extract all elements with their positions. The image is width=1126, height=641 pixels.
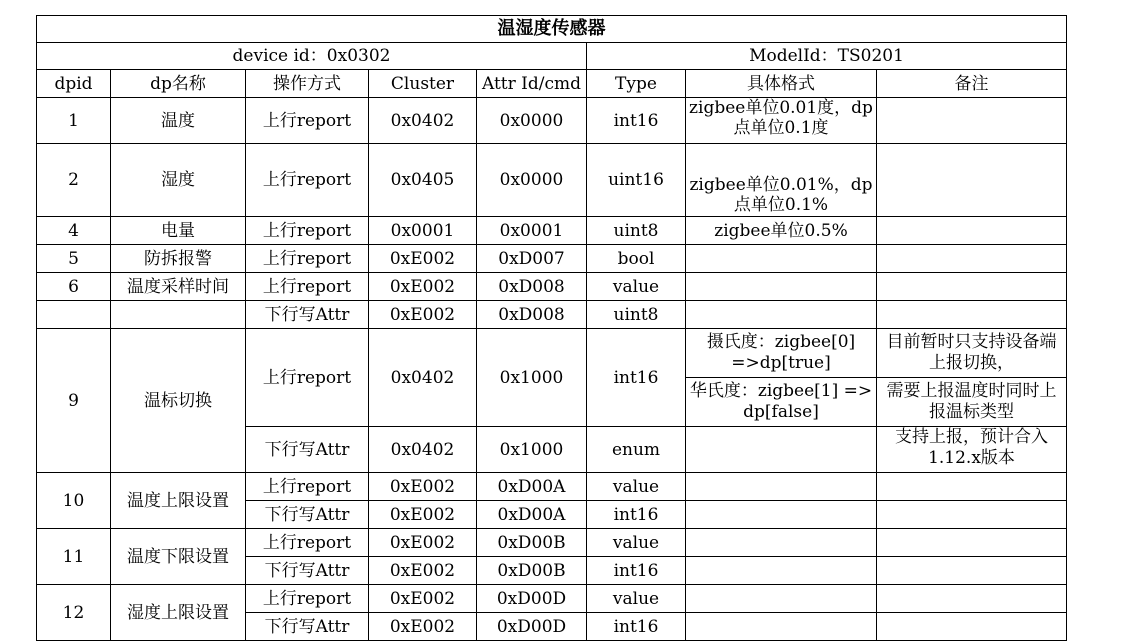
format-text: zigbee单位0.01%，dp点单位0.1% [689,175,873,215]
dp-name-cell: 湿度上限设置 [111,585,246,641]
table-row [37,98,1067,144]
operation-cell: 上行report [246,473,369,501]
fahrenheit-format: 华氏度：zigbee[1] => dp[false] [686,377,876,426]
attr-cell: 0x0001 [477,217,587,245]
header-attr-id: Attr Id/cmd [477,70,587,98]
operation-cell: 上行report [246,245,369,273]
cluster-cell: 0xE002 [369,585,477,613]
table-row [37,329,1067,427]
table-row [37,245,1067,273]
type-cell: int16 [587,557,686,585]
cluster-cell: 0x0001 [369,217,477,245]
attr-cell: 0xD00D [477,585,587,613]
note-cell [877,613,1067,641]
cluster-cell: 0xE002 [369,473,477,501]
cluster-cell: 0x0402 [369,98,477,144]
type-cell: value [587,585,686,613]
dp-name-cell: 防拆报警 [111,245,246,273]
cluster-cell: 0xE002 [369,273,477,301]
format-cell [686,273,877,301]
dp-name-cell: 湿度 [111,144,246,217]
attr-cell: 0x1000 [477,427,587,473]
note-cell [877,427,1067,473]
operation-cell: 下行写Attr [246,557,369,585]
operation-cell: 下行写Attr [246,301,369,329]
format-cell [686,585,877,613]
cluster-cell: 0xE002 [369,501,477,529]
attr-cell: 0xD008 [477,301,587,329]
note-cell [877,217,1067,245]
model-id: ModelId：TS0201 [587,43,1067,70]
cluster-cell: 0xE002 [369,557,477,585]
title-row [37,16,1067,43]
format-text: zigbee单位0.01度，dp点单位0.1度 [689,98,873,138]
dpid-cell: 6 [37,273,111,301]
operation-cell: 上行report [246,98,369,144]
note-cell [877,273,1067,301]
dpid-cell: 10 [37,473,111,529]
attr-cell: 0x1000 [477,329,587,427]
note-version: 支持上报，预计合入1.12.x版本 [895,427,1048,468]
dp-name-cell: 温度下限设置 [111,529,246,585]
type-cell: uint16 [587,144,686,217]
sensor-spec-sheet [36,15,1066,641]
format-cell [686,245,877,273]
dp-name-cell: 温标切换 [111,329,246,473]
type-cell: value [587,273,686,301]
table-row [37,273,1067,301]
cluster-cell: 0xE002 [369,613,477,641]
type-cell: int16 [587,613,686,641]
cluster-cell: 0x0402 [369,427,477,473]
cluster-cell: 0xE002 [369,529,477,557]
dp-name-cell: 温度 [111,98,246,144]
table-row [37,301,1067,329]
note-cell [877,501,1067,529]
format-cell [686,329,877,427]
operation-cell: 上行report [246,585,369,613]
operation-cell: 上行report [246,329,369,427]
dp-name-cell: 温度上限设置 [111,473,246,529]
device-id: device id：0x0302 [37,43,587,70]
dpid-cell: 1 [37,98,111,144]
dpid-cell: 5 [37,245,111,273]
format-cell [686,144,877,217]
attr-cell: 0xD00B [477,557,587,585]
note-cell [877,473,1067,501]
type-cell: uint8 [587,217,686,245]
dp-name-cell: 电量 [111,217,246,245]
header-row [37,70,1067,98]
header-dpid: dpid [37,70,111,98]
attr-cell: 0xD008 [477,273,587,301]
operation-cell: 下行写Attr [246,501,369,529]
header-dp-name: dp名称 [111,70,246,98]
format-cell [686,427,877,473]
header-operation: 操作方式 [246,70,369,98]
dpid-cell: 12 [37,585,111,641]
type-cell: uint8 [587,301,686,329]
cluster-cell: 0xE002 [369,301,477,329]
dpid-cell: 4 [37,217,111,245]
operation-cell: 下行写Attr [246,427,369,473]
table-row [37,217,1067,245]
type-cell: value [587,473,686,501]
attr-cell: 0x0000 [477,98,587,144]
dpid-cell: 11 [37,529,111,585]
format-cell [686,301,877,329]
note-cell [877,585,1067,613]
note-cell [877,144,1067,217]
cluster-cell: 0x0402 [369,329,477,427]
header-type: Type [587,70,686,98]
attr-cell: 0xD00A [477,473,587,501]
format-cell [686,613,877,641]
operation-cell: 上行report [246,217,369,245]
attr-cell: 0x0000 [477,144,587,217]
table-row [37,585,1067,613]
note-cell [877,529,1067,557]
table-row [37,529,1067,557]
dpid-cell: 9 [37,329,111,473]
attr-cell: 0xD007 [477,245,587,273]
id-row [37,43,1067,70]
note-report-only: 目前暂时只支持设备端上报切换， [886,332,1057,373]
type-cell: enum [587,427,686,473]
note-cell [877,557,1067,585]
type-cell: int16 [587,501,686,529]
operation-cell: 上行report [246,529,369,557]
dp-name-cell [111,301,246,329]
note-report-with-temp: 需要上报温度时同时上报温标类型 [877,377,1066,426]
type-cell: bool [587,245,686,273]
note-cell [877,329,1067,427]
format-cell [686,473,877,501]
note-cell [877,245,1067,273]
table-row [37,473,1067,501]
attr-cell: 0xD00A [477,501,587,529]
operation-cell: 上行report [246,273,369,301]
format-cell [686,529,877,557]
dp-name-cell: 温度采样时间 [111,273,246,301]
type-cell: int16 [587,329,686,427]
operation-cell: 下行写Attr [246,613,369,641]
format-cell: zigbee单位0.5% [686,217,877,245]
attr-cell: 0xD00B [477,529,587,557]
type-cell: int16 [587,98,686,144]
note-cell [877,301,1067,329]
header-format: 具体格式 [686,70,877,98]
attr-cell: 0xD00D [477,613,587,641]
dpid-cell [37,301,111,329]
format-cell [686,557,877,585]
table-row [37,144,1067,217]
dpid-cell: 2 [37,144,111,217]
type-cell: value [587,529,686,557]
table-title: 温湿度传感器 [37,16,1067,43]
note-cell [877,98,1067,144]
cluster-cell: 0x0405 [369,144,477,217]
operation-cell: 上行report [246,144,369,217]
format-cell [686,501,877,529]
header-note: 备注 [877,70,1067,98]
format-cell [686,98,877,144]
cluster-cell: 0xE002 [369,245,477,273]
dp-table [36,15,1067,641]
header-cluster: Cluster [369,70,477,98]
celsius-format: 摄氏度：zigbee[0] =>dp[true] [706,332,856,373]
